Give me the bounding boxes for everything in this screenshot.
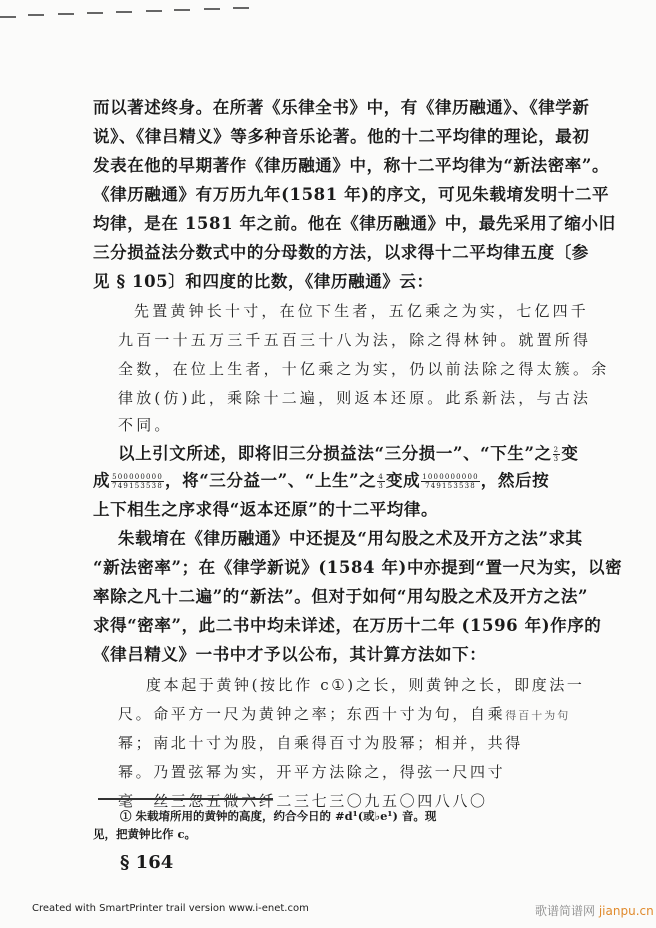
fraction-numerator: 2	[553, 446, 560, 454]
body-line: 上下相生之序求得“返本还原”的十二平均律。	[93, 500, 439, 519]
crop-mark	[146, 10, 162, 12]
quote-line: 度本起于黄钟(按比作 c①)之长，则黄钟之长，即度法一	[146, 676, 585, 694]
crop-mark	[174, 9, 190, 11]
quote-line	[118, 703, 588, 727]
body-line: 朱载堉在《律历融通》中还提及“用勾股之术及开方之法”求其	[118, 529, 583, 548]
quote-line: 不同。	[118, 416, 173, 434]
body-line: 求得“密率”，此二书中均未详述，在万历十二年 (1596 年)作序的	[93, 616, 602, 635]
crop-mark	[0, 16, 16, 18]
quote-line	[130, 300, 590, 322]
body-line	[118, 443, 588, 465]
body-text: 成	[93, 471, 111, 490]
fraction-denominator: 749153538	[112, 482, 163, 490]
body-text: 变	[561, 444, 579, 463]
body-line: 《律历融通》有万历九年(1581 年)的序文，可见朱载堉发明十二平	[93, 185, 610, 204]
quote-text: 尺。命平方一尺为黄钟之率；东西十寸为句，自乘	[118, 705, 506, 723]
crop-mark	[116, 11, 132, 13]
footnote-line: ① 朱载堉所用的黄钟的高度，约合今日的 #d¹(或♭e¹) 音。现	[120, 809, 437, 823]
quote-line: 幂。乃置弦幂为实，开平方法除之，得弦一尺四寸	[118, 763, 506, 781]
body-line: 而以著述终身。在所著《乐律全书》中，有《律历融通》、《律学新	[93, 98, 590, 117]
body-line: “新法密率”；在《律学新说》(1584 年)中亦提到“置一尺为实，以密	[93, 558, 623, 577]
fraction-numerator: 1000000000	[422, 473, 479, 481]
crop-mark	[28, 14, 44, 16]
fraction-denominator: 3	[378, 482, 385, 490]
quote-line: 幂；南北十寸为股，自乘得百寸为股幂；相并，共得	[118, 734, 523, 752]
distorted-text: 得百十为句	[505, 709, 571, 722]
body-line	[93, 470, 583, 492]
site-watermark-en: jianpu.cn	[598, 904, 654, 918]
body-line: 均律，是在 1581 年之前。他在《律历融通》中，最先采用了缩小旧	[93, 214, 616, 233]
fraction	[421, 473, 480, 490]
body-text: 变成	[386, 471, 421, 490]
footnote-divider	[98, 798, 273, 800]
fraction	[111, 473, 164, 490]
crop-mark	[87, 12, 103, 14]
body-text: 以上引文所述，即将旧三分损益法“三分损一”、“下生”之	[118, 444, 552, 463]
body-line: 率除之凡十二遍”的“新法”。但对于如何“用勾股之术及开方之法”	[93, 587, 589, 606]
fraction	[553, 446, 561, 463]
site-watermark	[535, 902, 654, 919]
quote-line: 全数，在位上生者，十亿乘之为实，仍以前法除之得太簇。余	[118, 360, 610, 378]
fraction-numerator: 500000000	[112, 473, 163, 481]
fraction-denominator: 3	[553, 455, 560, 463]
watermark-text: Created with SmartPrinter trail version www.i-enet.com	[32, 903, 309, 914]
page-number: § 164	[120, 852, 174, 873]
fraction-denominator: 749153538	[425, 482, 476, 490]
body-line: 说》、《律吕精义》等多种音乐论著。他的十二平均律的理论，最初	[93, 127, 590, 146]
body-text: ，然后按	[480, 471, 550, 490]
site-watermark-cn: 歌谱简谱网	[535, 904, 596, 918]
footnote-line: 见，把黄钟比作 c。	[93, 827, 197, 841]
quote-text: 先置黄钟长十寸，在位下生者，五亿乘之为实，七亿四千	[134, 302, 590, 320]
body-line: 发表在他的早期著作《律历融通》中，称十二平均律为“新法密率”。	[93, 156, 610, 175]
crop-mark	[204, 8, 220, 10]
quote-line: 律放(仿)此，乘除十二遍，则返本还原。此系新法，与古法	[118, 389, 592, 407]
quote-line: 毫一丝三忽五微六纤二三七三〇九五〇四八八〇	[118, 792, 488, 810]
fraction-numerator: 4	[378, 473, 385, 481]
crop-mark	[233, 7, 249, 9]
fraction	[377, 473, 385, 490]
body-line: 三分损益法分数式中的分母数的方法，以求得十二平均律五度〔参	[93, 243, 589, 262]
body-line: 见 § 105〕和四度的比数，《律历融通》云：	[93, 272, 434, 291]
quote-line: 九百一十五万三千五百三十八为法，除之得林钟。就置所得	[118, 331, 592, 349]
crop-mark	[58, 13, 74, 15]
body-line: 《律吕精义》一书中才予以公布，其计算方法如下：	[93, 645, 487, 664]
body-text: ，将“三分益一”、“上生”之	[165, 471, 377, 490]
crop-marks	[0, 0, 260, 10]
